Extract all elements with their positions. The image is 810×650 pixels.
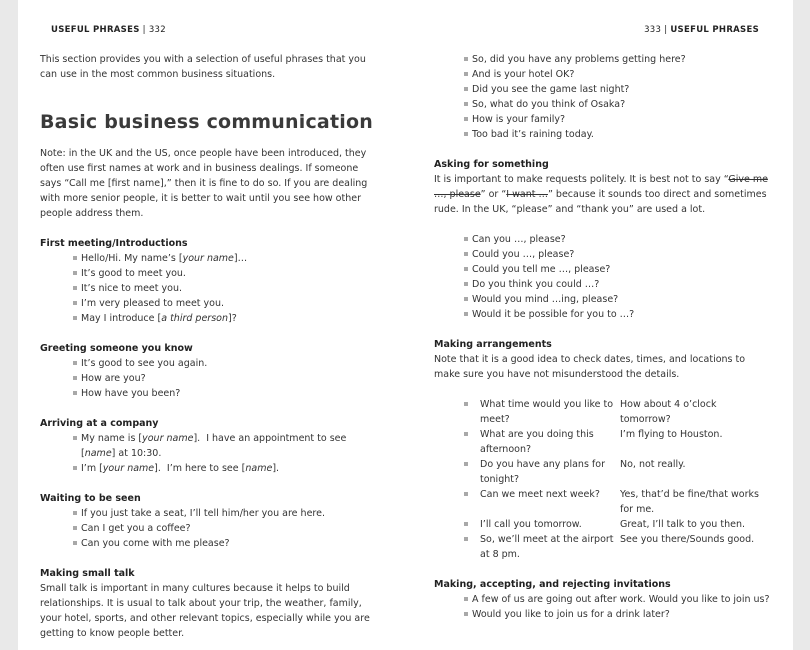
answer-cell: How about 4 o’clock tomorrow? bbox=[620, 399, 717, 425]
phrase-item: It’s good to meet you. bbox=[73, 266, 375, 281]
question-cell: Do you have any plans for tonight? bbox=[464, 457, 620, 487]
phrase-item: And is your hotel OK? bbox=[464, 67, 774, 82]
phrase-item: Can you …, please? bbox=[464, 232, 774, 247]
section-heading: Basic business communication bbox=[40, 111, 373, 133]
phrase-item: Could you …, please? bbox=[464, 247, 774, 262]
greeting-list bbox=[40, 356, 375, 401]
phrase-item: Hello/Hi. My name’s [your name]… bbox=[73, 251, 375, 266]
phrase-item: Can I get you a coffee? bbox=[73, 521, 375, 536]
greeting-title: Greeting someone you know bbox=[40, 343, 193, 354]
asking-section bbox=[434, 157, 774, 322]
question-cell: So, we’ll meet at the airport at 8 pm. bbox=[464, 532, 620, 562]
table-row bbox=[464, 487, 770, 517]
struck-phrase: Give me …, please bbox=[434, 174, 768, 200]
asking-title: Asking for something bbox=[434, 159, 549, 170]
phrase-item: Can you come with me please? bbox=[73, 536, 375, 551]
phrase-item: How is your family? bbox=[464, 112, 774, 127]
invitations-section bbox=[434, 577, 774, 622]
answer-cell: I’m flying to Houston. bbox=[620, 429, 723, 440]
phrase-item: It’s good to see you again. bbox=[73, 356, 375, 371]
phrase-item: A few of us are going out after work. Would you like to join us? bbox=[464, 592, 774, 607]
asking-paragraph: It is important to make requests politely. It is best not to say “Give me …, please” or “I want …” because it sounds too direct and sometimes rude. In the UK, “please” and “thank you” are used a lot. bbox=[434, 174, 768, 215]
phrase-item: If you just take a seat, I’ll tell him/her you are here. bbox=[73, 506, 375, 521]
question-cell: What time would you like to meet? bbox=[464, 397, 620, 427]
invitations-title: Making, accepting, and rejecting invitations bbox=[434, 579, 671, 590]
phrase-item: Do you think you could …? bbox=[464, 277, 774, 292]
arriving-list bbox=[40, 431, 375, 476]
phrase-item: My name is [your name]. I have an appointment to see [name] at 10:30. bbox=[73, 431, 375, 461]
small-talk-title: Making small talk bbox=[40, 568, 135, 579]
phrase-item: Would you mind …ing, please? bbox=[464, 292, 774, 307]
phrase-item: Would you like to join us for a drink later? bbox=[464, 607, 774, 622]
book-spread bbox=[18, 0, 793, 650]
answer-cell: See you there/Sounds good. bbox=[620, 534, 755, 545]
greeting-section bbox=[40, 341, 375, 401]
right-page-number: 333 bbox=[644, 25, 662, 35]
small-talk-paragraph: Small talk is important in many cultures because it helps to build relationships. It is usual to talk about your trip, the weather, family, your hotel, sports, and other relevant topics, especially while you are getting to know people better. bbox=[40, 583, 370, 639]
waiting-section bbox=[40, 491, 375, 551]
table-row bbox=[464, 397, 770, 427]
waiting-title: Waiting to be seen bbox=[40, 493, 141, 504]
left-running-title: USEFUL PHRASES bbox=[51, 25, 140, 35]
phrase-item: How are you? bbox=[73, 371, 375, 386]
phrase-item: Too bad it’s raining today. bbox=[464, 127, 774, 142]
right-page-content bbox=[434, 52, 774, 622]
table-row bbox=[464, 427, 770, 457]
right-page-header: 333 | USEFUL PHRASES bbox=[644, 25, 759, 35]
first-meeting-title: First meeting/Introductions bbox=[40, 238, 188, 249]
waiting-list bbox=[40, 506, 375, 551]
phrase-item: Did you see the game last night? bbox=[464, 82, 774, 97]
arrangements-table bbox=[464, 397, 770, 562]
answer-cell: Yes, that’d be fine/that works for me. bbox=[620, 489, 759, 515]
phrase-item: May I introduce [a third person]? bbox=[73, 311, 375, 326]
note-paragraph: Note: in the UK and the US, once people have been introduced, they often use first names at work and in business dealings. If someone says “Call me [first name],” then it is fine to do so. If you are dealing with more senior people, it is better to wait until you see how other people address them. bbox=[40, 148, 368, 219]
arrangements-section bbox=[434, 337, 774, 562]
first-meeting-list bbox=[40, 251, 375, 326]
left-page-content bbox=[40, 52, 375, 641]
left-page-header: USEFUL PHRASES | 332 bbox=[51, 25, 166, 35]
answer-cell: No, not really. bbox=[620, 459, 686, 470]
arriving-title: Arriving at a company bbox=[40, 418, 159, 429]
asking-list bbox=[434, 232, 774, 322]
first-meeting-section bbox=[40, 236, 375, 326]
phrase-item: I’m very pleased to meet you. bbox=[73, 296, 375, 311]
question-cell: Can we meet next week? bbox=[464, 487, 620, 517]
right-running-title: USEFUL PHRASES bbox=[670, 25, 759, 35]
question-cell: I’ll call you tomorrow. bbox=[464, 517, 620, 532]
phrase-item: So, what do you think of Osaka? bbox=[464, 97, 774, 112]
arrangements-title: Making arrangements bbox=[434, 339, 552, 350]
phrase-item: Would it be possible for you to …? bbox=[464, 307, 774, 322]
arrangements-paragraph: Note that it is a good idea to check dates, times, and locations to make sure you have not misunderstood the details. bbox=[434, 354, 746, 380]
table-row bbox=[464, 532, 770, 562]
phrase-item: I’m [your name]. I’m here to see [name]. bbox=[73, 461, 375, 476]
question-cell: What are you doing this afternoon? bbox=[464, 427, 620, 457]
table-row bbox=[464, 517, 770, 532]
answer-cell: Great, I’ll talk to you then. bbox=[620, 519, 745, 530]
phrase-item: How have you been? bbox=[73, 386, 375, 401]
small-talk-section bbox=[40, 566, 375, 641]
invitations-list bbox=[434, 592, 774, 622]
phrase-item: So, did you have any problems getting here? bbox=[464, 52, 774, 67]
phrase-item: Could you tell me …, please? bbox=[464, 262, 774, 277]
struck-phrase: I want … bbox=[506, 189, 548, 200]
table-row bbox=[464, 457, 770, 487]
intro-paragraph: This section provides you with a selection of useful phrases that you can use in the most common business situations. bbox=[40, 54, 366, 80]
left-page-number: 332 bbox=[148, 25, 166, 35]
small-talk-list bbox=[434, 52, 774, 142]
phrase-item: It’s nice to meet you. bbox=[73, 281, 375, 296]
arriving-section bbox=[40, 416, 375, 476]
